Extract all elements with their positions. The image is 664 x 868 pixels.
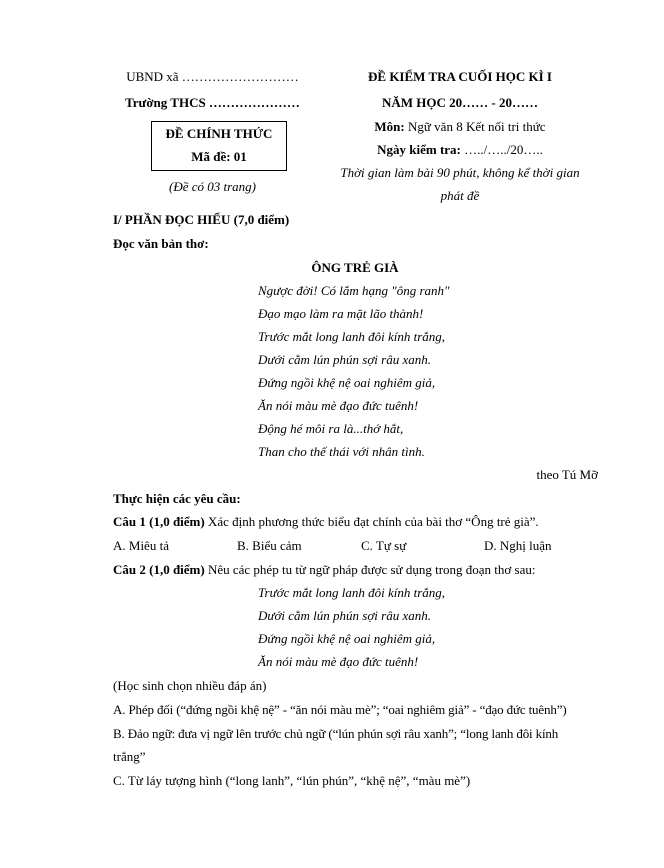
subject-value: Ngữ văn 8 Kết nối tri thức: [408, 119, 546, 134]
official-box: [151, 121, 287, 171]
subject-line: [330, 119, 590, 135]
excerpt-line: Dưới cằm lún phún sợi râu xanh.: [258, 608, 431, 623]
q2-note: (Học sinh chọn nhiều đáp án): [113, 678, 267, 693]
q2-option-b: B. Đảo ngữ: đưa vị ngữ lên trước chủ ngữ (“lún phún sợi râu xanh”; “long lanh đôi kính: [113, 726, 559, 741]
requirements-heading: Thực hiện các yêu cầu:: [113, 491, 241, 506]
question-1: [113, 514, 539, 530]
q2-option-b-cont: trắng”: [113, 749, 146, 764]
question-2-label: Câu 2 (1,0 điểm): [113, 562, 205, 577]
ubnd-line: UBND xã ………………………: [126, 69, 299, 84]
reading-instruction: Đọc văn bản thơ:: [113, 236, 209, 251]
poem-line: Dưới cằm lún phún sợi râu xanh.: [258, 352, 431, 367]
poem-line: Than cho thế thái với nhân tình.: [258, 444, 425, 459]
date-line: [330, 142, 590, 158]
q1-option-c: C. Tự sự: [361, 538, 407, 553]
pages-note: (Đề có 03 trang): [168, 179, 256, 194]
poem-line: Đạo mạo làm ra mặt lão thành!: [258, 306, 424, 321]
q1-option-a: A. Miêu tả: [113, 538, 169, 553]
time-line-1: Thời gian làm bài 90 phút, không kể thời gian: [340, 165, 580, 180]
school-line: Trường THCS …………………: [125, 95, 300, 110]
poem-line: Động hé môi ra là...thớ hắt,: [258, 421, 404, 436]
poem-line: Đứng ngồi khệ nệ oai nghiêm giả,: [258, 375, 436, 390]
poem-line: Trước mắt long lanh đôi kính trắng,: [258, 329, 446, 344]
exam-title: ĐỀ KIỂM TRA CUỐI HỌC KÌ I: [368, 69, 552, 84]
q1-option-d: D. Nghị luận: [484, 538, 552, 553]
subject-label: Môn:: [374, 119, 405, 134]
question-1-text: Xác định phương thức biểu đạt chính của bài thơ “Ông trẻ già”.: [204, 514, 539, 529]
time-line-2: phát đề: [440, 188, 480, 203]
date-label: Ngày kiểm tra:: [377, 142, 461, 157]
question-1-label: Câu 1 (1,0 điểm): [113, 514, 205, 529]
poem-line: Ngược đời! Có lắm hạng "ông ranh": [258, 283, 450, 298]
q2-option-a: A. Phép đối (“đứng ngồi khệ nệ” - “ăn nói màu mè”; “oai nghiêm giả” - “đạo đức tuênh”): [113, 702, 567, 717]
poem-author: theo Tú Mỡ: [536, 467, 598, 482]
exam-code: Mã đề: 01: [191, 149, 247, 164]
excerpt-line: Trước mắt long lanh đôi kính trắng,: [258, 585, 446, 600]
question-2: [113, 562, 535, 578]
excerpt-line: Đứng ngồi khệ nệ oai nghiêm giả,: [258, 631, 436, 646]
school-year: NĂM HỌC 20…… - 20……: [382, 95, 538, 110]
date-value: …../…../20…..: [464, 142, 543, 157]
poem-line: Ăn nói màu mè đạo đức tuênh!: [258, 398, 419, 413]
q2-option-c: C. Từ láy tượng hình (“long lanh”, “lún phún”, “khệ nệ”, “màu mè”): [113, 773, 471, 788]
official-label: ĐỀ CHÍNH THỨC: [165, 126, 273, 141]
excerpt-line: Ăn nói màu mè đạo đức tuênh!: [258, 654, 419, 669]
q1-option-b: B. Biểu cảm: [237, 538, 302, 553]
poem-title: ÔNG TRẺ GIÀ: [311, 260, 399, 275]
question-2-text: Nêu các phép tu từ ngữ pháp được sử dụng trong đoạn thơ sau:: [204, 562, 536, 577]
section-title: I/ PHẦN ĐỌC HIỂU (7,0 điểm): [113, 212, 290, 227]
